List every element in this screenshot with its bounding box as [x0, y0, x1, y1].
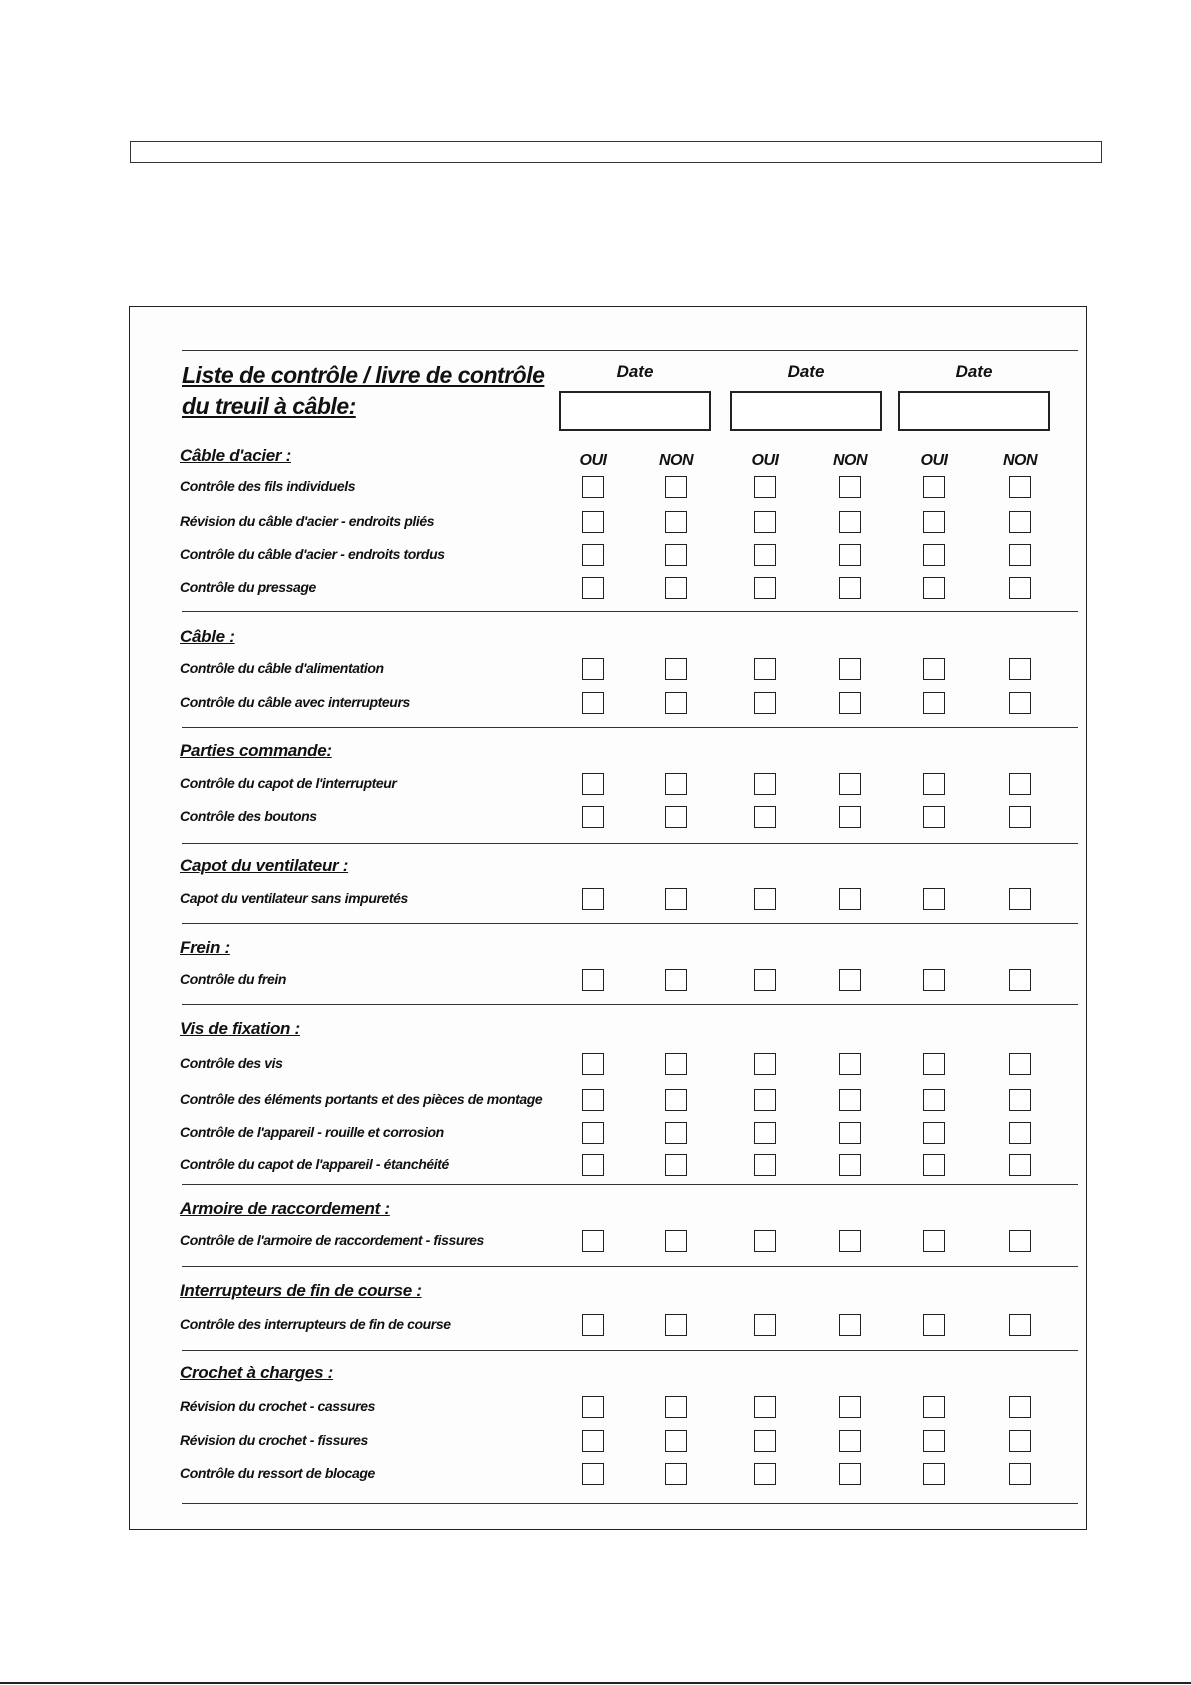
- section-title: Vis de fixation :: [180, 1019, 300, 1038]
- divider-line: [182, 1266, 1078, 1267]
- checkbox-oui-date1[interactable]: [582, 476, 604, 498]
- row-label: Contrôle du pressage: [180, 579, 316, 595]
- checkbox-non-date2[interactable]: [839, 1396, 861, 1418]
- date-field-1[interactable]: [559, 391, 711, 431]
- checkbox-non-date2[interactable]: [839, 888, 861, 910]
- checkbox-oui-date3[interactable]: [923, 1089, 945, 1111]
- checkbox-oui-date1[interactable]: [582, 1396, 604, 1418]
- checkbox-non-date3[interactable]: [1009, 692, 1031, 714]
- checkbox-non-date2[interactable]: [839, 476, 861, 498]
- checkbox-oui-date3[interactable]: [923, 476, 945, 498]
- checkbox-oui-date1[interactable]: [582, 806, 604, 828]
- checkbox-oui-date2[interactable]: [754, 1396, 776, 1418]
- checkbox-oui-date2[interactable]: [754, 577, 776, 599]
- date-label: Date: [787, 362, 825, 381]
- checklist-title-line1: Liste de contrôle / livre de contrôle: [182, 362, 545, 388]
- checkbox-non-date3[interactable]: [1009, 888, 1031, 910]
- checkbox-non-date3[interactable]: [1009, 1154, 1031, 1176]
- checkbox-non-date2[interactable]: [839, 806, 861, 828]
- section-title: Câble d'acier :: [180, 446, 292, 465]
- checkbox-non-date1[interactable]: [665, 1430, 687, 1452]
- column-header-oui: OUI: [920, 452, 948, 469]
- checkbox-oui-date2[interactable]: [754, 1122, 776, 1144]
- checkbox-oui-date2[interactable]: [754, 1314, 776, 1336]
- checkbox-non-date2[interactable]: [839, 577, 861, 599]
- section-title: Interrupteurs de fin de course :: [180, 1281, 422, 1300]
- divider-line: [182, 843, 1078, 844]
- checkbox-oui-date1[interactable]: [582, 773, 604, 795]
- checkbox-non-date3[interactable]: [1009, 969, 1031, 991]
- checkbox-non-date1[interactable]: [665, 773, 687, 795]
- row-label: Contrôle des boutons: [180, 808, 317, 824]
- divider-line: [182, 1004, 1078, 1005]
- checkbox-oui-date3[interactable]: [923, 1314, 945, 1336]
- checkbox-non-date3[interactable]: [1009, 1089, 1031, 1111]
- divider-line: [182, 1503, 1078, 1504]
- section-title: Câble :: [180, 627, 235, 646]
- checkbox-oui-date3[interactable]: [923, 1053, 945, 1075]
- row-label: Contrôle du capot de l'appareil - étanchéité: [180, 1156, 449, 1172]
- row-label: Révision du crochet - fissures: [180, 1432, 368, 1448]
- checkbox-non-date2[interactable]: [839, 692, 861, 714]
- divider-line: [182, 611, 1078, 612]
- checkbox-oui-date3[interactable]: [923, 1154, 945, 1176]
- checkbox-non-date2[interactable]: [839, 1230, 861, 1252]
- checkbox-non-date2[interactable]: [839, 1430, 861, 1452]
- checkbox-non-date3[interactable]: [1009, 476, 1031, 498]
- checkbox-oui-date3[interactable]: [923, 544, 945, 566]
- checkbox-non-date1[interactable]: [665, 658, 687, 680]
- checkbox-oui-date1[interactable]: [582, 1122, 604, 1144]
- row-label: Contrôle du câble d'acier - endroits tordus: [180, 546, 445, 562]
- checkbox-oui-date3[interactable]: [923, 1396, 945, 1418]
- checkbox-oui-date1[interactable]: [582, 692, 604, 714]
- checkbox-oui-date2[interactable]: [754, 888, 776, 910]
- column-header-non: NON: [658, 452, 694, 469]
- checkbox-oui-date2[interactable]: [754, 658, 776, 680]
- date-field-2[interactable]: [730, 391, 882, 431]
- checkbox-non-date2[interactable]: [839, 1053, 861, 1075]
- checkbox-oui-date3[interactable]: [923, 692, 945, 714]
- checkbox-oui-date2[interactable]: [754, 1154, 776, 1176]
- checkbox-non-date1[interactable]: [665, 544, 687, 566]
- column-header-non: NON: [1002, 452, 1038, 469]
- row-label: Contrôle du capot de l'interrupteur: [180, 775, 397, 791]
- checkbox-non-date1[interactable]: [665, 1053, 687, 1075]
- checkbox-oui-date1[interactable]: [582, 888, 604, 910]
- checkbox-non-date2[interactable]: [839, 1089, 861, 1111]
- row-label: Contrôle du ressort de blocage: [180, 1465, 375, 1481]
- divider-line: [182, 727, 1078, 728]
- checkbox-oui-date1[interactable]: [582, 544, 604, 566]
- checkbox-non-date1[interactable]: [665, 692, 687, 714]
- checkbox-oui-date2[interactable]: [754, 1053, 776, 1075]
- checkbox-oui-date2[interactable]: [754, 1430, 776, 1452]
- section-title: Frein :: [180, 938, 230, 957]
- checkbox-oui-date1[interactable]: [582, 1230, 604, 1252]
- checkbox-oui-date2[interactable]: [754, 1089, 776, 1111]
- row-label: Capot du ventilateur sans impuretés: [180, 890, 408, 906]
- row-label: Contrôle de l'armoire de raccordement - fissures: [180, 1232, 484, 1248]
- column-header-oui: OUI: [751, 452, 779, 469]
- row-label: Contrôle des fils individuels: [180, 478, 356, 494]
- checkbox-non-date3[interactable]: [1009, 1396, 1031, 1418]
- checkbox-non-date1[interactable]: [665, 888, 687, 910]
- checkbox-non-date1[interactable]: [665, 577, 687, 599]
- page-bottom-rule: [0, 1682, 1191, 1684]
- checkbox-oui-date1[interactable]: [582, 1089, 604, 1111]
- checkbox-non-date2[interactable]: [839, 1122, 861, 1144]
- checkbox-oui-date3[interactable]: [923, 511, 945, 533]
- checkbox-oui-date1[interactable]: [582, 969, 604, 991]
- checkbox-non-date1[interactable]: [665, 1122, 687, 1144]
- checkbox-non-date1[interactable]: [665, 1463, 687, 1485]
- checkbox-non-date1[interactable]: [665, 806, 687, 828]
- checkbox-non-date2[interactable]: [839, 773, 861, 795]
- checkbox-non-date1[interactable]: [665, 1396, 687, 1418]
- checkbox-non-date3[interactable]: [1009, 1122, 1031, 1144]
- row-label: Contrôle de l'appareil - rouille et corrosion: [180, 1124, 444, 1140]
- checklist-title-line2: du treuil à câble:: [182, 393, 356, 419]
- row-label: Contrôle des vis: [180, 1055, 283, 1071]
- checkbox-oui-date2[interactable]: [754, 544, 776, 566]
- checkbox-non-date3[interactable]: [1009, 1463, 1031, 1485]
- checkbox-oui-date3[interactable]: [923, 806, 945, 828]
- section-title: Armoire de raccordement :: [180, 1199, 390, 1218]
- checkbox-non-date1[interactable]: [665, 1089, 687, 1111]
- checkbox-non-date2[interactable]: [839, 1463, 861, 1485]
- date-label: Date: [955, 362, 993, 381]
- checkbox-oui-date3[interactable]: [923, 773, 945, 795]
- row-label: Contrôle du frein: [180, 971, 286, 987]
- checkbox-non-date3[interactable]: [1009, 806, 1031, 828]
- checkbox-oui-date3[interactable]: [923, 1230, 945, 1252]
- checkbox-oui-date2[interactable]: [754, 773, 776, 795]
- date-field-3[interactable]: [898, 391, 1050, 431]
- checkbox-oui-date3[interactable]: [923, 658, 945, 680]
- checkbox-oui-date3[interactable]: [923, 577, 945, 599]
- checkbox-non-date3[interactable]: [1009, 1053, 1031, 1075]
- checkbox-oui-date2[interactable]: [754, 969, 776, 991]
- section-title: Capot du ventilateur :: [180, 856, 349, 875]
- checkbox-non-date1[interactable]: [665, 1154, 687, 1176]
- checkbox-non-date3[interactable]: [1009, 511, 1031, 533]
- checkbox-non-date3[interactable]: [1009, 773, 1031, 795]
- row-label: Contrôle des éléments portants et des pièces de montage: [180, 1091, 543, 1107]
- column-header-oui: OUI: [579, 452, 607, 469]
- checkbox-non-date3[interactable]: [1009, 658, 1031, 680]
- date-label: Date: [616, 362, 654, 381]
- row-label: Révision du câble d'acier - endroits pliés: [180, 513, 435, 529]
- checkbox-non-date2[interactable]: [839, 511, 861, 533]
- checkbox-oui-date1[interactable]: [582, 1053, 604, 1075]
- checkbox-oui-date1[interactable]: [582, 658, 604, 680]
- checkbox-non-date2[interactable]: [839, 969, 861, 991]
- checkbox-non-date2[interactable]: [839, 1314, 861, 1336]
- section-title: Crochet à charges :: [180, 1363, 334, 1382]
- checkbox-oui-date1[interactable]: [582, 1154, 604, 1176]
- checkbox-oui-date1[interactable]: [582, 1314, 604, 1336]
- checkbox-oui-date2[interactable]: [754, 511, 776, 533]
- checkbox-non-date2[interactable]: [839, 544, 861, 566]
- checkbox-oui-date1[interactable]: [582, 1430, 604, 1452]
- header-box: [130, 141, 1102, 163]
- divider-line: [182, 923, 1078, 924]
- checkbox-non-date2[interactable]: [839, 1154, 861, 1176]
- checkbox-oui-date3[interactable]: [923, 969, 945, 991]
- section-title: Parties commande:: [180, 741, 332, 760]
- checkbox-oui-date2[interactable]: [754, 1463, 776, 1485]
- checkbox-non-date1[interactable]: [665, 511, 687, 533]
- checkbox-oui-date2[interactable]: [754, 1230, 776, 1252]
- checkbox-non-date3[interactable]: [1009, 1314, 1031, 1336]
- checkbox-non-date2[interactable]: [839, 658, 861, 680]
- checkbox-oui-date1[interactable]: [582, 1463, 604, 1485]
- row-label: Contrôle du câble avec interrupteurs: [180, 694, 410, 710]
- row-label: Contrôle des interrupteurs de fin de course: [180, 1316, 451, 1332]
- checkbox-oui-date3[interactable]: [923, 1430, 945, 1452]
- checkbox-non-date3[interactable]: [1009, 577, 1031, 599]
- divider-line: [182, 350, 1078, 351]
- checkbox-oui-date2[interactable]: [754, 806, 776, 828]
- checkbox-non-date1[interactable]: [665, 1230, 687, 1252]
- row-label: Révision du crochet - cassures: [180, 1398, 375, 1414]
- row-label: Contrôle du câble d'alimentation: [180, 660, 384, 676]
- divider-line: [182, 1184, 1078, 1185]
- checkbox-non-date1[interactable]: [665, 1314, 687, 1336]
- checkbox-oui-date3[interactable]: [923, 888, 945, 910]
- checkbox-non-date1[interactable]: [665, 969, 687, 991]
- checkbox-oui-date2[interactable]: [754, 692, 776, 714]
- checkbox-oui-date1[interactable]: [582, 511, 604, 533]
- checkbox-oui-date3[interactable]: [923, 1122, 945, 1144]
- checkbox-non-date3[interactable]: [1009, 1230, 1031, 1252]
- checkbox-oui-date1[interactable]: [582, 577, 604, 599]
- checkbox-oui-date3[interactable]: [923, 1463, 945, 1485]
- checkbox-non-date1[interactable]: [665, 476, 687, 498]
- checkbox-non-date3[interactable]: [1009, 544, 1031, 566]
- checkbox-non-date3[interactable]: [1009, 1430, 1031, 1452]
- column-header-non: NON: [832, 452, 868, 469]
- divider-line: [182, 1350, 1078, 1351]
- checkbox-oui-date2[interactable]: [754, 476, 776, 498]
